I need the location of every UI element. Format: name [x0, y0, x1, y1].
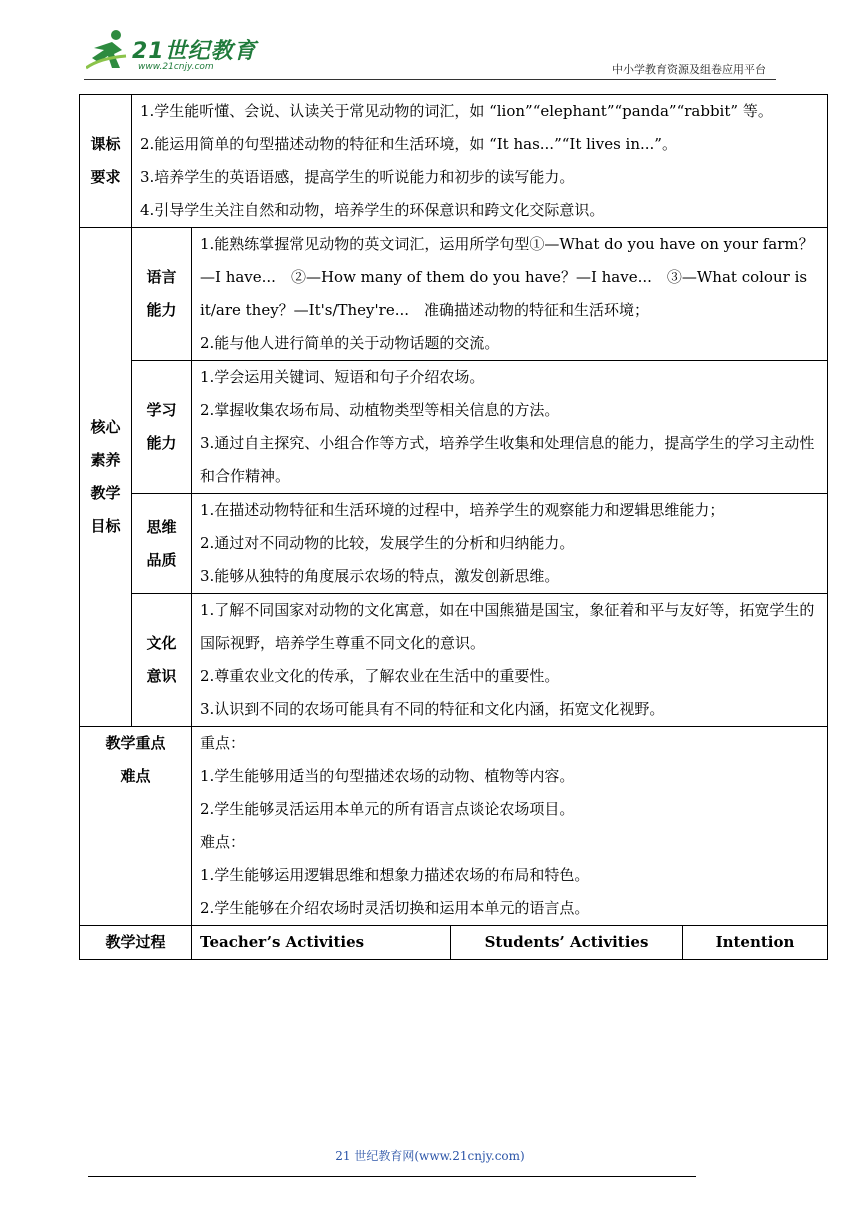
- page-header: [0, 0, 860, 80]
- learning-ability-content: [192, 361, 828, 494]
- keypoints-row: [80, 727, 828, 926]
- keypoint-line: 2.学生能够在介绍农场时灵活切换和运用本单元的语言点。: [200, 899, 590, 917]
- goal-line: 2.尊重农业文化的传承，了解农业在生活中的重要性。: [200, 667, 560, 685]
- goal-line: 1.在描述动物特征和生活环境的过程中，培养学生的观察能力和逻辑思维能力；: [200, 501, 725, 519]
- logo-text: 21世纪教育: [132, 39, 257, 64]
- learning-ability-label: 学习 能力: [132, 361, 192, 494]
- cultural-awareness-label: 文化 意识: [132, 594, 192, 727]
- goal-line: 1.了解不同国家对动物的文化寓意，如在中国熊猫是国宝，象征着和平与友好等，拓宽学生的国际视野，培养学生尊重不同文化的意识。: [200, 601, 815, 652]
- core-culture-row: [80, 594, 828, 727]
- logo-url: www.21cnjy.com: [138, 62, 214, 72]
- standards-line: 3.培养学生的英语语感，提高学生的听说能力和初步的读写能力。: [140, 168, 575, 186]
- platform-name: 中小学教育资源及组卷应用平台: [612, 63, 766, 76]
- keypoints-content: [192, 727, 828, 926]
- footer-text[interactable]: 21 世纪教育网(www.21cnjy.com): [335, 1149, 525, 1163]
- core-goals-label: 核心 素养 教学 目标: [80, 228, 132, 727]
- standards-line: 4.引导学生关注自然和动物，培养学生的环保意识和跨文化交际意识。: [140, 201, 605, 219]
- goal-line: 2.能与他人进行简单的关于动物话题的交流。: [200, 334, 500, 352]
- goal-line: 3.认识到不同的农场可能具有不同的特征和文化内涵，拓宽文化视野。: [200, 700, 665, 718]
- lesson-plan-table: [79, 94, 828, 960]
- core-learning-row: [80, 361, 828, 494]
- keypoint-line: 1.学生能够用适当的句型描述农场的动物、植物等内容。: [200, 767, 575, 785]
- site-logo[interactable]: [86, 28, 256, 80]
- keypoint-line: 重点：: [200, 734, 246, 752]
- header-divider: [84, 79, 776, 80]
- goal-line: 3.能够从独特的角度展示农场的特点，激发创新思维。: [200, 567, 560, 585]
- standards-line: 2.能运用简单的句型描述动物的特征和生活环境，如 “It has...”“It lives in...”。: [140, 135, 677, 153]
- goal-line: 1.能熟练掌握常见动物的英文词汇，运用所学句型①—What do you have on your farm？—I have... ②—How many of them do you have？—I have... ③—What colour is it/are they？—It's/They're... 准确描述动物的特征和生活环境；: [200, 235, 814, 319]
- goal-line: 2.掌握收集农场布局、动植物类型等相关信息的方法。: [200, 401, 560, 419]
- goal-line: 1.学会运用关键词、短语和句子介绍农场。: [200, 368, 485, 386]
- core-thinking-row: [80, 494, 828, 594]
- keypoints-label: 教学重点 难点: [80, 727, 192, 926]
- process-header-row: [80, 926, 828, 960]
- standards-label: 课标 要求: [80, 95, 132, 228]
- process-label: 教学过程: [80, 926, 192, 960]
- intention-header: Intention: [683, 926, 828, 960]
- students-activities-header: Students’ Activities: [451, 926, 683, 960]
- standards-row: [80, 95, 828, 228]
- thinking-quality-label: 思维 品质: [132, 494, 192, 594]
- keypoint-line: 难点：: [200, 833, 246, 851]
- footer-divider: [88, 1176, 696, 1177]
- runner-logo-icon: [86, 28, 132, 72]
- cultural-awareness-content: [192, 594, 828, 727]
- standards-content: [132, 95, 828, 228]
- keypoint-line: 2.学生能够灵活运用本单元的所有语言点谈论农场项目。: [200, 800, 575, 818]
- core-language-row: [80, 228, 828, 361]
- language-ability-label: 语言 能力: [132, 228, 192, 361]
- goal-line: 2.通过对不同动物的比较，发展学生的分析和归纳能力。: [200, 534, 575, 552]
- standards-line: 1.学生能听懂、会说、认读关于常见动物的词汇，如 “lion”“elephant”“panda”“rabbit” 等。: [140, 102, 773, 120]
- keypoint-line: 1.学生能够运用逻辑思维和想象力描述农场的布局和特色。: [200, 866, 590, 884]
- teacher-activities-header: Teacher’s Activities: [192, 926, 451, 960]
- thinking-quality-content: [192, 494, 828, 594]
- language-ability-content: [192, 228, 828, 361]
- goal-line: 3.通过自主探究、小组合作等方式，培养学生收集和处理信息的能力，提高学生的学习主动性和合作精神。: [200, 434, 815, 485]
